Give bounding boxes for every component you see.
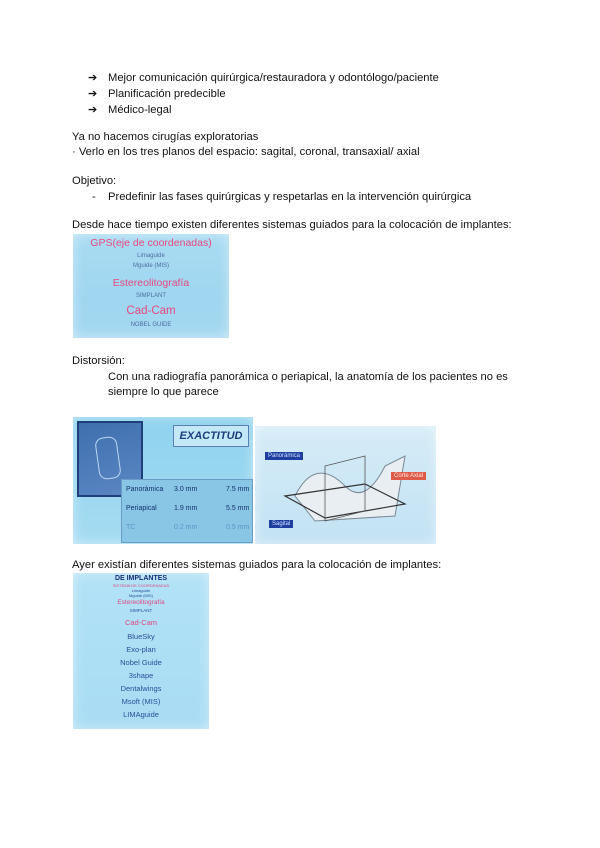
- list-item: 3shape: [128, 671, 154, 680]
- slide4-head-sub: SISTEMA DE COORDENADAS: [112, 583, 170, 588]
- arrow-icon: ➔: [88, 72, 98, 84]
- tag-panoramica: Panorámica: [265, 452, 303, 460]
- paragraph-ayer: Ayer existían diferentes sistemas guiados para la colocación de implantes:: [72, 559, 442, 571]
- bullet-item: ➔ Planificación predecible: [88, 88, 226, 100]
- distorsion-text-line1: Con una radiografía panorámica o periapical, la anatomía de los pacientes no es: [108, 371, 508, 383]
- slide-gps-sub2: Mguide (MIS): [132, 263, 169, 269]
- table-row-value: 5.5 mm: [226, 505, 250, 512]
- slide4-estereo: Estereolitografía: [117, 599, 165, 606]
- objetivo-label: Objetivo:: [72, 175, 117, 187]
- slide-guided-systems: [73, 234, 229, 338]
- list-item: Msoft (MIS): [121, 697, 161, 706]
- slide-estereo-title: Estereolitografía: [112, 277, 190, 289]
- slide-cadcam-sub: NOBEL GUIDE: [130, 322, 172, 328]
- bullet-item: ➔ Mejor comunicación quirúrgica/restauradora y odontólogo/paciente: [88, 72, 439, 84]
- slide4-head: DE IMPLANTES: [114, 575, 168, 582]
- table-row-value: 7.5 mm: [226, 486, 250, 493]
- paragraph-exploratory: Ya no hacemos cirugías exploratorias: [72, 131, 259, 143]
- slide-exactitud: [73, 417, 253, 544]
- distorsion-text-line2: siempre lo que parece: [108, 386, 219, 398]
- list-item: Exo-plan: [126, 645, 156, 654]
- tag-sagital: Sagital: [269, 520, 293, 528]
- list-item: Cad-Cam: [124, 618, 158, 627]
- slide-gps-sub1: Limaguide: [137, 253, 165, 259]
- list-item: Nobel Guide: [120, 658, 162, 667]
- exactitud-table: [121, 479, 253, 543]
- arrow-icon: ➔: [88, 88, 98, 100]
- slide-systems-list: [73, 573, 209, 729]
- objetivo-item: Predefinir las fases quirúrgicas y respetarlas en la intervención quirúrgica: [108, 191, 472, 203]
- slide4-simplant: SIMPLANT: [129, 608, 153, 613]
- slide-gps-title: GPS(eje de coordenadas): [90, 237, 212, 249]
- tooth-outline-icon: [94, 436, 122, 481]
- slide4-sub2: Mguide (MIS): [128, 593, 153, 598]
- table-row-value: 3.0 mm: [174, 486, 198, 493]
- tag-corte-axial: Corte Axial: [391, 472, 426, 480]
- list-item: LIMAguide: [123, 710, 159, 719]
- list-item: Dentalwings: [120, 684, 162, 693]
- list-item: BlueSky: [127, 632, 155, 641]
- table-row-value: 0.2 mm: [174, 524, 198, 531]
- paragraph-desde: Desde hace tiempo existen diferentes sistemas guiados para la colocación de implantes:: [72, 219, 512, 231]
- bullet-item: ➔ Médico-legal: [88, 104, 172, 116]
- slide4-sub1: Limaguide: [131, 588, 151, 593]
- table-row-label: Panorámica: [126, 486, 164, 493]
- distorsion-label: Distorsión:: [72, 355, 125, 367]
- slide-cadcam-title: Cad-Cam: [126, 305, 176, 317]
- slide-estereo-sub: SIMPLANT: [135, 293, 166, 299]
- table-row-label: Periapical: [126, 505, 157, 512]
- slide-planes-diagram: [255, 426, 436, 544]
- objetivo-dash: -: [92, 191, 96, 203]
- exactitud-title: EXACTITUD: [173, 425, 249, 447]
- table-row-label: TC: [126, 524, 136, 531]
- table-row-value: 1.9 mm: [174, 505, 198, 512]
- arrow-icon: ➔: [88, 104, 98, 116]
- table-row-value: 0.5 mm: [226, 524, 250, 531]
- paragraph-planes: · Verlo en los tres planos del espacio: sagital, coronal, transaxial/ axial: [72, 146, 420, 158]
